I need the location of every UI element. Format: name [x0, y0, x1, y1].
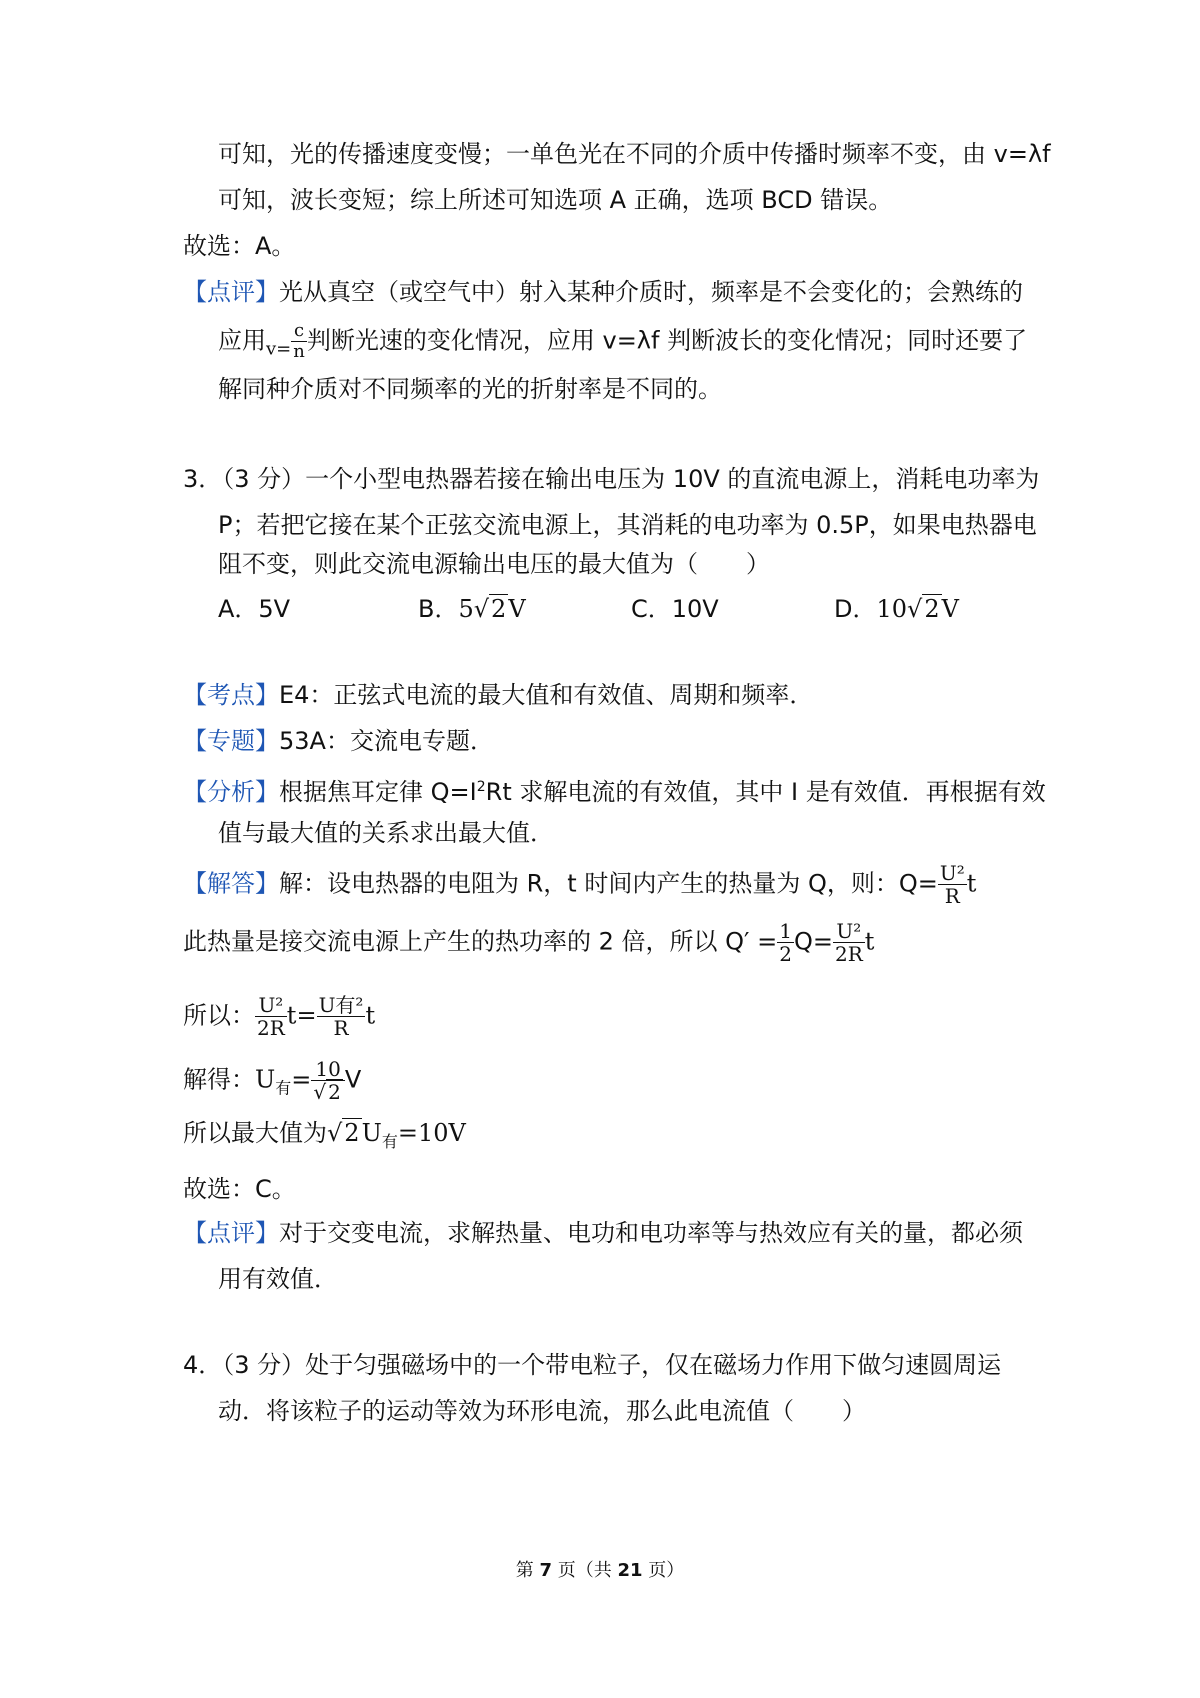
fraction-numerator: U² [939, 861, 965, 885]
fraction-u2-over-r [938, 862, 967, 907]
max-text: 所以最大值为 [183, 1119, 327, 1147]
fraction-denominator: n [293, 341, 305, 362]
prev-review-line-3: 解同种介质对不同频率的光的折射率是不同的。 [218, 375, 722, 403]
q3-option-c: C．10V [631, 595, 719, 623]
var-u: U [361, 1119, 382, 1147]
q4-stem-line-1: 4．（3 分）处于匀强磁场中的一个带电粒子，仅在磁场力作用下做匀速圆周运 [183, 1351, 1002, 1379]
q3-fenxi-line-1 [183, 770, 1046, 809]
review-tag: 【点评】 [183, 1219, 279, 1247]
fraction-ueff2-over-r [317, 994, 366, 1039]
footer-mid: 页（共 [552, 1560, 618, 1581]
q3-fenxi-line-2: 值与最大值的关系求出最大值． [218, 819, 554, 847]
q3-jieda-line-1 [183, 862, 976, 907]
heat-q-eq: Q= [793, 927, 833, 956]
fraction-numerator: U有² [318, 993, 364, 1017]
var-t: t [365, 1001, 376, 1030]
fraction-denominator: 2 [779, 942, 792, 966]
prev-explanation-line-2: 可知，波长变短；综上所述可知选项 A 正确，选项 BCD 错误。 [218, 186, 893, 214]
var-t: t [864, 927, 875, 956]
fraction-numerator: c [291, 321, 307, 342]
prev-review-line-2 [218, 321, 1027, 367]
prev-review-text-2b: 判断光速的变化情况，应用 v=λf 判断波长的变化情况；同时还要了 [306, 326, 1028, 355]
subscript-you: 有 [381, 1132, 398, 1151]
q4-stem-line-2: 动．将该粒子的运动等效为环形电流，那么此电流值（ ） [218, 1397, 866, 1425]
unit: V [941, 595, 959, 623]
sqrt2: √2 [327, 1119, 360, 1147]
coef: 5 [458, 595, 474, 623]
fraction-numerator: 1 [779, 919, 792, 943]
q3-option-a: A．5V [218, 595, 291, 623]
var-t: t [966, 869, 977, 898]
coef: 10 [876, 595, 908, 623]
fenxi-tag: 【分析】 [183, 778, 279, 806]
fraction-numerator: U² [833, 920, 865, 943]
q3-answer: 故选：C。 [183, 1175, 296, 1203]
kaodian-text: E4：正弦式电流的最大值和有效值、周期和频率． [279, 681, 814, 709]
subscript-you: 有 [275, 1078, 292, 1098]
q3-stem-line-2: P；若把它接在某个正弦交流电源上，其消耗的电功率为 0.5P，如果电热器电 [218, 511, 1037, 539]
fraction-u2-over-2r [255, 994, 287, 1039]
prev-explanation-line-1: 可知，光的传播速度变慢；一单色光在不同的介质中传播时频率不变，由 v=λf [218, 140, 1051, 168]
option-b-formula: 5√2V [458, 595, 526, 623]
heat-text: 此热量是接交流电源上产生的热功率的 2 倍，所以 Q′ = [183, 927, 778, 956]
formula-v-eq: v= [266, 338, 292, 360]
footer-post: 页） [642, 1560, 685, 1581]
q3-review-line-1 [183, 1216, 1023, 1250]
radicand: 2 [344, 1119, 360, 1147]
suoyi-text: 所以： [183, 1001, 255, 1030]
zhuanti-text: 53A：交流电专题． [279, 727, 494, 755]
q3-option-b [418, 592, 526, 626]
fraction-half [777, 920, 794, 965]
fraction-denominator: 2R [834, 942, 863, 966]
prev-review-line-1 [183, 275, 1023, 309]
zhuanti-tag: 【专题】 [183, 727, 279, 755]
fraction-denominator: R [333, 1016, 349, 1040]
fraction-numerator: U² [255, 994, 287, 1017]
unit: V [508, 595, 526, 623]
q3-max-line [183, 1116, 466, 1159]
q3-stem-line-1: 3．（3 分）一个小型电热器若接在输出电压为 10V 的直流电源上，消耗电功率为 [183, 465, 1040, 493]
q3-jiede-line [183, 1058, 361, 1106]
unit-v: V [344, 1065, 362, 1094]
fraction-denominator: √ 2 [313, 1080, 341, 1104]
jieda-tag: 【解答】 [183, 869, 279, 898]
option-b-label: B． [418, 595, 459, 623]
q3-review-line-2: 用有效值． [218, 1265, 338, 1293]
var-t-eq: t= [286, 1001, 317, 1030]
q3-option-d [834, 592, 959, 626]
q3-stem-line-3: 阻不变，则此交流电源输出电压的最大值为（ ） [218, 550, 770, 578]
max-value: =10V [397, 1119, 466, 1147]
option-d-label: D． [834, 595, 877, 623]
prev-answer: 故选：A。 [183, 232, 296, 260]
footer-pre: 第 [515, 1560, 540, 1581]
equals: = [291, 1065, 312, 1094]
radicand: 2 [328, 1080, 341, 1104]
fraction-numerator: 10 [311, 1058, 344, 1081]
q3-heat-line [183, 920, 874, 965]
fenxi-text-b: Rt 求解电流的有效值，其中 I 是有效值．再根据有效 [485, 778, 1046, 806]
fraction-denominator: R [944, 884, 960, 908]
review-text: 对于交变电流，求解热量、电功和电功率等与热效应有关的量，都必须 [279, 1219, 1023, 1247]
q3-zhuanti [183, 724, 494, 758]
radicand: 2 [924, 595, 940, 623]
q3-suoyi-line [183, 994, 375, 1039]
fenxi-text-a: 根据焦耳定律 Q=I [279, 778, 477, 806]
page-footer [0, 1556, 1200, 1582]
q3-kaodian [183, 678, 813, 712]
superscript: 2 [476, 779, 486, 795]
page-number: 7 [539, 1560, 552, 1581]
fraction-c-over-n [291, 321, 307, 362]
var-u: U [255, 1065, 276, 1094]
page-total: 21 [617, 1560, 643, 1581]
fraction-denominator: 2R [257, 1016, 285, 1040]
prev-review-text-1: 光从真空（或空气中）射入某种介质时，频率是不会变化的；会熟练的 [279, 278, 1023, 306]
fraction-10-over-sqrt2 [311, 1058, 344, 1103]
fraction-u2-over-2r [833, 920, 865, 965]
prev-review-text-2a: 应用 [218, 326, 266, 355]
radicand: 2 [491, 595, 507, 623]
jieda-text: 解：设电热器的电阻为 R，t 时间内产生的热量为 Q，则：Q= [279, 869, 938, 898]
option-d-formula: 10√2V [876, 595, 959, 623]
review-tag: 【点评】 [183, 278, 279, 306]
jiede-text: 解得： [183, 1065, 255, 1094]
kaodian-tag: 【考点】 [183, 681, 279, 709]
